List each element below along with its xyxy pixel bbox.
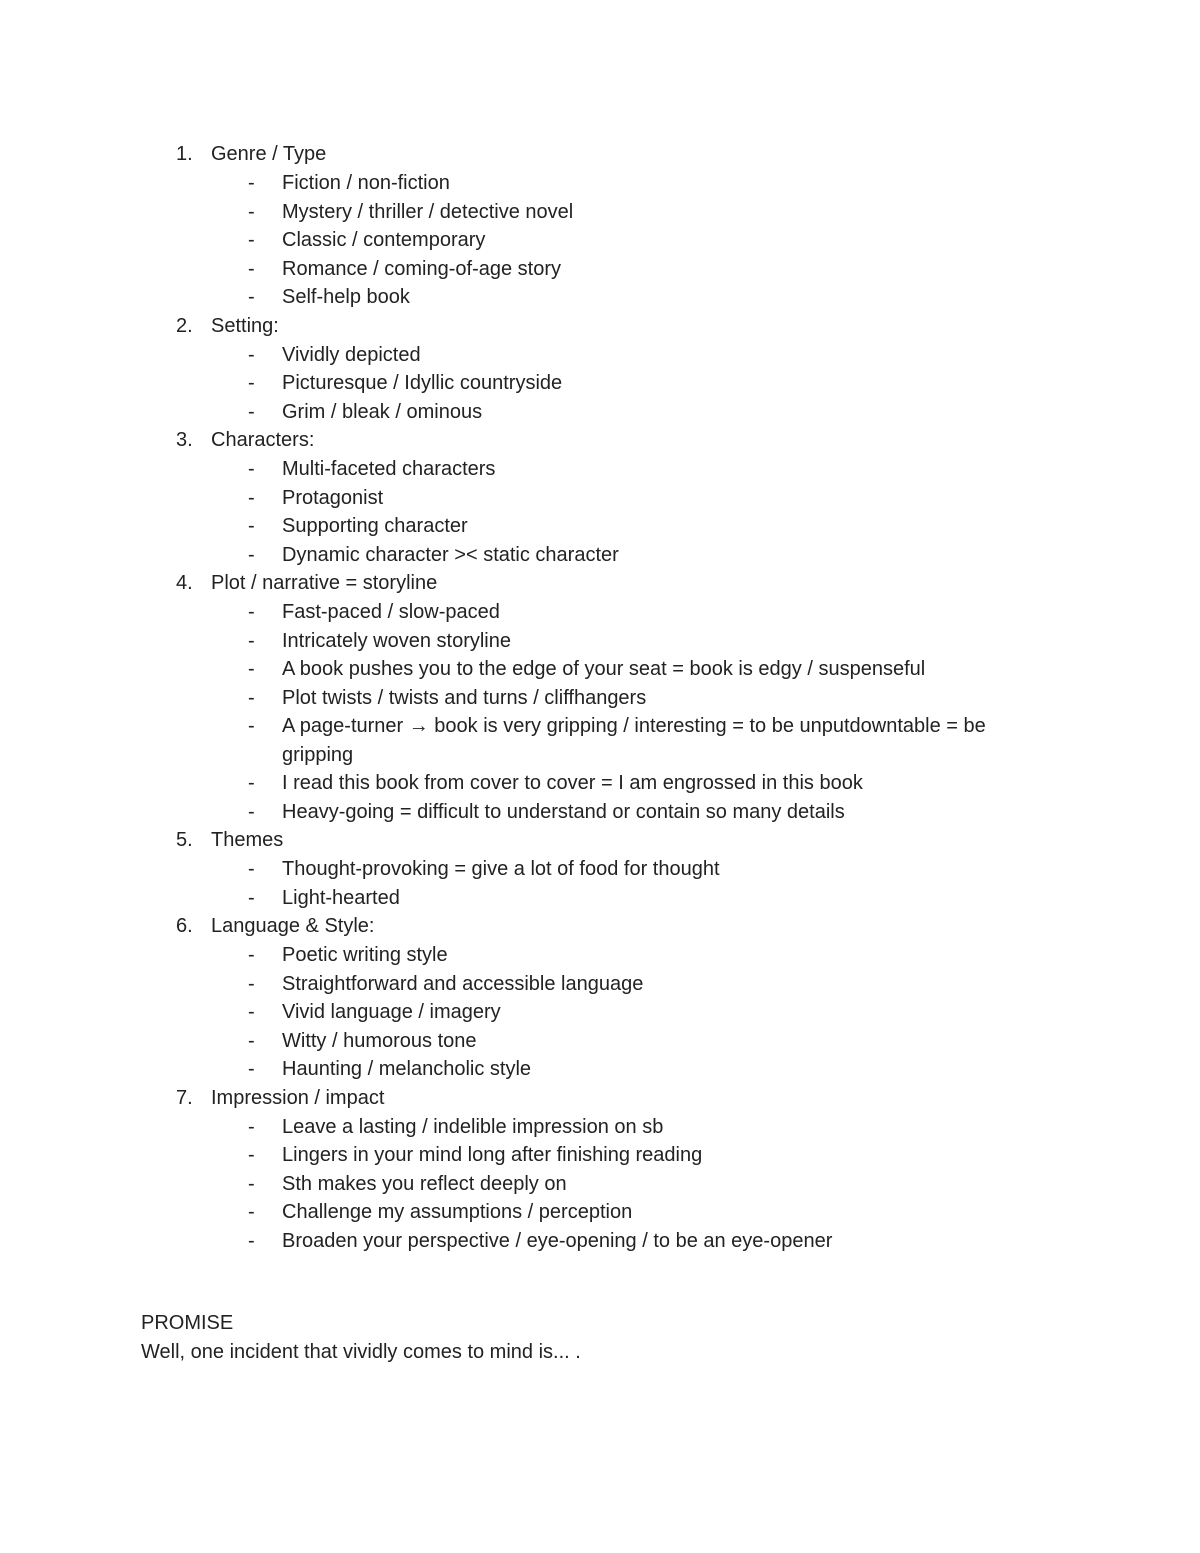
dash-icon: - xyxy=(248,772,255,794)
bullet-item xyxy=(176,1198,1042,1227)
section-heading xyxy=(176,569,1076,598)
dash-icon: - xyxy=(248,343,255,366)
promise-heading: PROMISE xyxy=(141,1312,234,1334)
bullet-text: Multi-faceted characters xyxy=(282,458,496,480)
bullet-item xyxy=(176,1227,1042,1256)
dash-icon: - xyxy=(248,1144,255,1166)
bullet-item xyxy=(176,712,1042,769)
section-impression xyxy=(176,1084,1076,1256)
bullet-item xyxy=(176,484,1042,513)
bullet-item xyxy=(176,255,1042,284)
bullet-text: Heavy-going = difficult to understand or contain so many details xyxy=(282,800,845,823)
bullet-text: Lingers in your mind long after finishing reading xyxy=(282,1144,703,1166)
bullet-text: Romance / coming-of-age story xyxy=(282,257,562,280)
bullet-text: Mystery / thriller / detective novel xyxy=(282,200,574,223)
dash-icon: - xyxy=(248,286,255,308)
section-genre xyxy=(176,140,1076,312)
bullet-text: A page-turner → book is very gripping / interesting = to be unputdowntable = be gripping xyxy=(282,715,986,766)
dash-icon: - xyxy=(248,1229,255,1252)
bullet-item xyxy=(176,169,1042,198)
section-heading xyxy=(176,826,1076,855)
bullet-text: Thought-provoking = give a lot of food for thought xyxy=(282,858,720,880)
section-heading xyxy=(176,426,1076,455)
section-title: Themes xyxy=(211,829,284,851)
dash-icon: - xyxy=(248,372,255,394)
section-number: 7. xyxy=(176,1086,193,1109)
section-characters xyxy=(176,426,1076,569)
bullet-text: Witty / humorous tone xyxy=(282,1029,477,1052)
bullet-text: Protagonist xyxy=(282,486,384,509)
bullet-text: Intricately woven storyline xyxy=(282,629,511,652)
bullet-item xyxy=(176,855,1042,884)
dash-icon: - xyxy=(248,715,255,737)
section-number: 3. xyxy=(176,429,193,451)
bullet-item xyxy=(176,1170,1042,1199)
bullet-item xyxy=(176,884,1042,913)
bullet-text: Supporting character xyxy=(282,515,468,537)
section-heading xyxy=(176,912,1076,941)
bullet-text: I read this book from cover to cover = I am engrossed in this book xyxy=(282,772,863,794)
dash-icon: - xyxy=(248,1201,255,1223)
bullet-item xyxy=(176,541,1042,570)
dash-icon: - xyxy=(248,944,255,966)
bullet-text: Broaden your perspective / eye-opening / to be an eye-opener xyxy=(282,1229,833,1252)
section-title: Plot / narrative = storyline xyxy=(211,572,438,594)
bullet-item xyxy=(176,769,1042,798)
bullet-item xyxy=(176,798,1042,827)
bullet-item xyxy=(176,598,1042,627)
dash-icon: - xyxy=(248,257,255,280)
bullet-text: Leave a lasting / indelible impression on sb xyxy=(282,1115,664,1138)
bullet-item xyxy=(176,970,1042,999)
bullet-text: Straightforward and accessible language xyxy=(282,972,644,995)
bullet-item xyxy=(176,341,1042,370)
bullet-item xyxy=(176,1141,1042,1170)
bullet-item xyxy=(176,684,1042,713)
dash-icon: - xyxy=(248,972,255,995)
dash-icon: - xyxy=(248,543,255,566)
dash-icon: - xyxy=(248,686,255,709)
section-title: Genre / Type xyxy=(211,143,327,165)
bullet-item xyxy=(176,1027,1042,1056)
section-themes xyxy=(176,826,1076,912)
bullet-text: Dynamic character >< static character xyxy=(282,543,619,566)
vocabulary-outline xyxy=(176,140,1076,1255)
bullet-text: Fiction / non-fiction xyxy=(282,172,450,194)
bullet-text: Sth makes you reflect deeply on xyxy=(282,1172,567,1195)
section-title: Language & Style: xyxy=(211,915,375,937)
dash-icon: - xyxy=(248,172,255,194)
section-heading xyxy=(176,1084,1076,1113)
section-number: 2. xyxy=(176,314,193,337)
bullet-text: Vividly depicted xyxy=(282,343,421,366)
dash-icon: - xyxy=(248,629,255,652)
section-number: 1. xyxy=(176,143,193,165)
section-setting xyxy=(176,312,1076,427)
dash-icon: - xyxy=(248,486,255,509)
bullet-item xyxy=(176,369,1042,398)
section-number: 4. xyxy=(176,572,193,594)
bullet-item xyxy=(176,655,1042,684)
dash-icon: - xyxy=(248,800,255,823)
bullet-item xyxy=(176,941,1042,970)
bullet-item xyxy=(176,455,1042,484)
section-number: 6. xyxy=(176,915,193,937)
bullet-text: Challenge my assumptions / perception xyxy=(282,1201,633,1223)
bullet-item xyxy=(176,998,1042,1027)
bullet-text: Grim / bleak / ominous xyxy=(282,400,483,423)
bullet-text: Fast-paced / slow-paced xyxy=(282,601,500,623)
dash-icon: - xyxy=(248,229,255,251)
section-heading xyxy=(176,312,1076,341)
dash-icon: - xyxy=(248,400,255,423)
bullet-item xyxy=(176,226,1042,255)
bullet-item xyxy=(176,1055,1042,1084)
bullet-text: Vivid language / imagery xyxy=(282,1001,501,1023)
bullet-item xyxy=(176,198,1042,227)
bullet-text: Picturesque / Idyllic countryside xyxy=(282,372,563,394)
bullet-text: A book pushes you to the edge of your seat = book is edgy / suspenseful xyxy=(282,658,926,680)
promise-sentence: Well, one incident that vividly comes to mind is... . xyxy=(141,1341,581,1363)
dash-icon: - xyxy=(248,515,255,537)
dash-icon: - xyxy=(248,1058,255,1080)
bullet-item xyxy=(176,398,1042,427)
dash-icon: - xyxy=(248,601,255,623)
section-title: Setting: xyxy=(211,314,279,337)
dash-icon: - xyxy=(248,1115,255,1138)
section-title: Impression / impact xyxy=(211,1086,385,1109)
dash-icon: - xyxy=(248,1001,255,1023)
bullet-item xyxy=(176,627,1042,656)
bullet-text: Light-hearted xyxy=(282,886,400,909)
bullet-item xyxy=(176,512,1042,541)
bullet-text: Haunting / melancholic style xyxy=(282,1058,532,1080)
dash-icon: - xyxy=(248,886,255,909)
section-plot xyxy=(176,569,1076,826)
bullet-text: Self-help book xyxy=(282,286,410,308)
dash-icon: - xyxy=(248,1029,255,1052)
dash-icon: - xyxy=(248,458,255,480)
bullet-text: Classic / contemporary xyxy=(282,229,486,251)
section-language-style xyxy=(176,912,1076,1084)
section-heading xyxy=(176,140,1076,169)
dash-icon: - xyxy=(248,858,255,880)
dash-icon: - xyxy=(248,1172,255,1195)
bullet-text: Plot twists / twists and turns / cliffhangers xyxy=(282,686,647,709)
bullet-item xyxy=(176,283,1042,312)
dash-icon: - xyxy=(248,200,255,223)
dash-icon: - xyxy=(248,658,255,680)
promise-section xyxy=(141,1309,581,1367)
bullet-item xyxy=(176,1113,1042,1142)
bullet-text: Poetic writing style xyxy=(282,944,448,966)
section-number: 5. xyxy=(176,829,193,851)
section-title: Characters: xyxy=(211,429,315,451)
